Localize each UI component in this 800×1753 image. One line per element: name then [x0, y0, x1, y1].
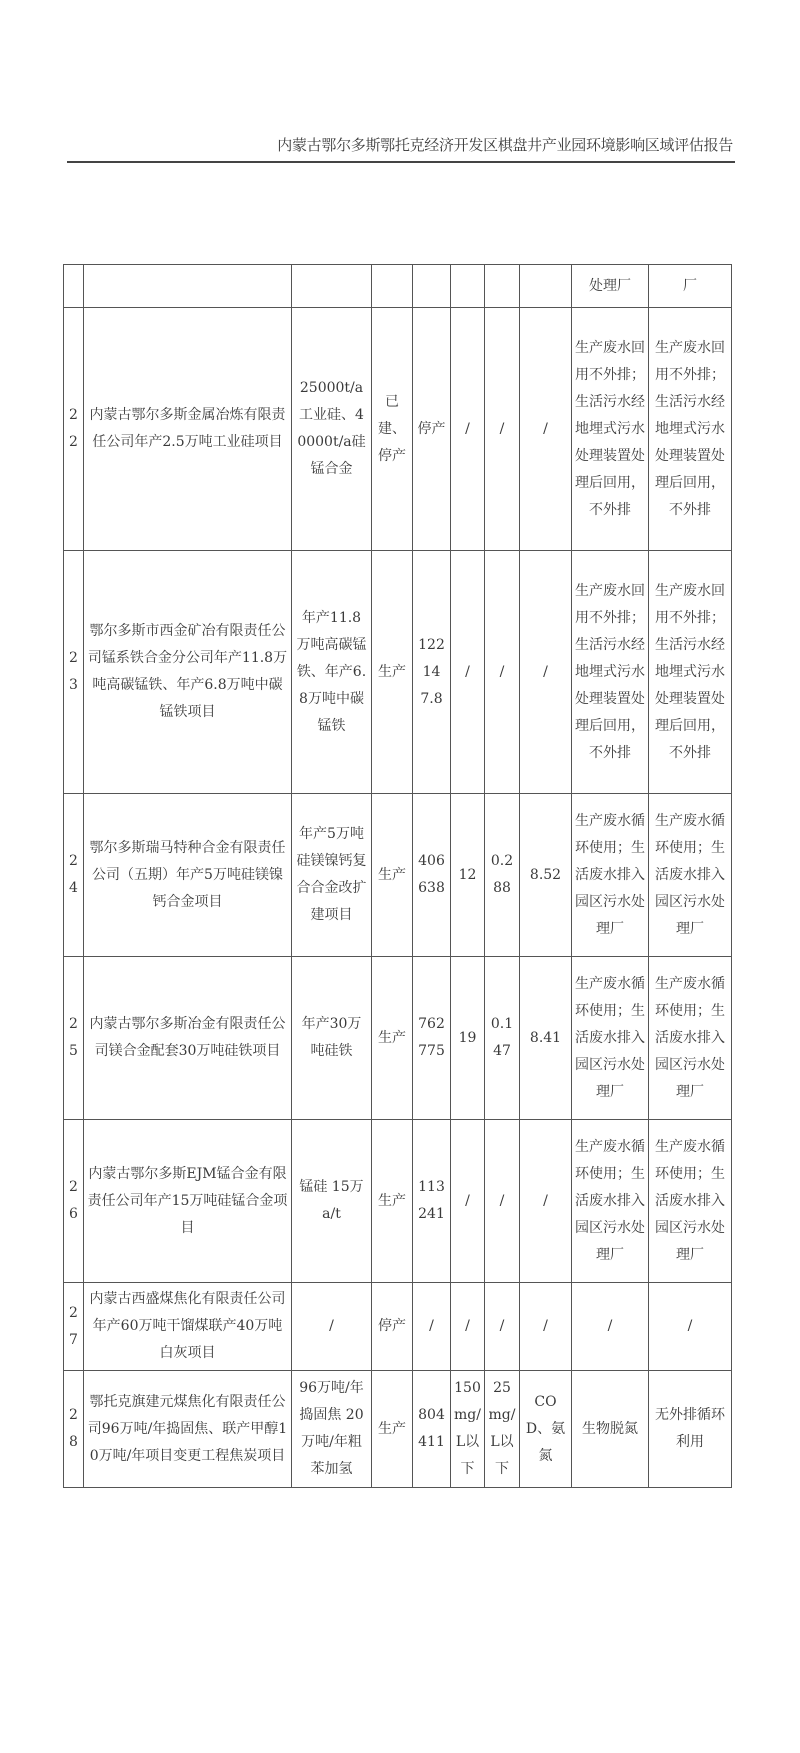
cell-discharge-method: 厂 [649, 265, 732, 308]
cell-discharge-method: 生产废水循环使用；生活废水排入园区污水处理厂 [649, 1120, 732, 1283]
cell-status: 停产 [372, 1283, 413, 1371]
cell-production-scale: 年产5万吨硅镁镍钙复合合金改扩建项目 [292, 794, 372, 957]
cell-wastewater-volume: / [413, 1283, 451, 1371]
cell-project-name: 内蒙古鄂尔多斯金属冶炼有限责任公司年产2.5万吨工业硅项目 [84, 308, 292, 551]
cell-project-name: 内蒙古西盛煤焦化有限责任公司年产60万吨干馏煤联产40万吨白灰项目 [84, 1283, 292, 1371]
cell-concentration-b: / [485, 1283, 520, 1371]
cell-pollutants: 8.52 [520, 794, 572, 957]
table-row [64, 308, 732, 551]
cell-wastewater-volume: 804411 [413, 1371, 451, 1488]
cell-concentration-a: / [451, 551, 485, 794]
cell-status [372, 265, 413, 308]
cell-production-scale: 年产30万吨硅铁 [292, 957, 372, 1120]
cell-concentration-a: 12 [451, 794, 485, 957]
cell-wastewater-volume: 406638 [413, 794, 451, 957]
cell-pollutants: 8.41 [520, 957, 572, 1120]
cell-wastewater-volume: 停产 [413, 308, 451, 551]
cell-concentration-b [485, 265, 520, 308]
cell-concentration-a: 19 [451, 957, 485, 1120]
cell-production-scale: 96万吨/年捣固焦 20万吨/年粗苯加氢 [292, 1371, 372, 1488]
table-row [64, 265, 732, 308]
cell-row-number: 24 [64, 794, 84, 957]
page-header-title: 内蒙古鄂尔多斯鄂托克经济开发区棋盘井产业园环境影响区域评估报告 [277, 136, 733, 154]
cell-row-number: 25 [64, 957, 84, 1120]
cell-project-name: 鄂托克旗建元煤焦化有限责任公司96万吨/年捣固焦、联产甲醇10万吨/年项目变更工程焦炭项目 [84, 1371, 292, 1488]
cell-project-name: 内蒙古鄂尔多斯冶金有限责任公司镁合金配套30万吨硅铁项目 [84, 957, 292, 1120]
cell-row-number: 23 [64, 551, 84, 794]
cell-project-name: 鄂尔多斯瑞马特种合金有限责任公司（五期）年产5万吨硅镁镍钙合金项目 [84, 794, 292, 957]
cell-pollutants: / [520, 1120, 572, 1283]
cell-concentration-b: 0.288 [485, 794, 520, 957]
table-row [64, 1283, 732, 1371]
cell-treatment-measure: 生产废水回用不外排；生活污水经地埋式污水处理装置处理后回用，不外排 [572, 308, 649, 551]
cell-concentration-a: / [451, 308, 485, 551]
cell-treatment-measure: 生产废水回用不外排；生活污水经地埋式污水处理装置处理后回用，不外排 [572, 551, 649, 794]
cell-wastewater-volume: 122147.8 [413, 551, 451, 794]
cell-status: 生产 [372, 957, 413, 1120]
table-row [64, 551, 732, 794]
cell-discharge-method: 生产废水回用不外排；生活污水经地埋式污水处理装置处理后回用，不外排 [649, 551, 732, 794]
cell-status: 已建、停产 [372, 308, 413, 551]
cell-discharge-method: 生产废水循环使用；生活废水排入园区污水处理厂 [649, 794, 732, 957]
cell-status: 生产 [372, 794, 413, 957]
cell-concentration-b: 0.147 [485, 957, 520, 1120]
cell-pollutants: / [520, 551, 572, 794]
cell-production-scale: 25000t/a工业硅、40000t/a硅锰合金 [292, 308, 372, 551]
cell-concentration-a: / [451, 1120, 485, 1283]
cell-status: 生产 [372, 1120, 413, 1283]
cell-discharge-method: / [649, 1283, 732, 1371]
cell-project-name [84, 265, 292, 308]
cell-status: 生产 [372, 551, 413, 794]
table-row [64, 957, 732, 1120]
cell-pollutants: COD、氨氮 [520, 1371, 572, 1488]
cell-concentration-a [451, 265, 485, 308]
cell-production-scale: / [292, 1283, 372, 1371]
table-row [64, 1120, 732, 1283]
cell-concentration-b: 25mg/L以下 [485, 1371, 520, 1488]
cell-concentration-b: / [485, 308, 520, 551]
header-divider [67, 161, 735, 163]
cell-wastewater-volume: 113241 [413, 1120, 451, 1283]
cell-discharge-method: 无外排循环利用 [649, 1371, 732, 1488]
cell-project-name: 内蒙古鄂尔多斯EJM锰合金有限责任公司年产15万吨硅锰合金项目 [84, 1120, 292, 1283]
cell-production-scale: 锰硅 15万a/t [292, 1120, 372, 1283]
cell-row-number: 26 [64, 1120, 84, 1283]
cell-concentration-b: / [485, 1120, 520, 1283]
cell-pollutants: / [520, 308, 572, 551]
cell-treatment-measure: 生产废水循环使用；生活废水排入园区污水处理厂 [572, 794, 649, 957]
cell-concentration-a: 150mg/L以下 [451, 1371, 485, 1488]
table-row [64, 1371, 732, 1488]
cell-treatment-measure: / [572, 1283, 649, 1371]
cell-row-number [64, 265, 84, 308]
cell-treatment-measure: 处理厂 [572, 265, 649, 308]
cell-row-number: 28 [64, 1371, 84, 1488]
cell-production-scale [292, 265, 372, 308]
cell-treatment-measure: 生产废水循环使用；生活废水排入园区污水处理厂 [572, 957, 649, 1120]
cell-status: 生产 [372, 1371, 413, 1488]
cell-discharge-method: 生产废水循环使用；生活废水排入园区污水处理厂 [649, 957, 732, 1120]
cell-wastewater-volume: 762775 [413, 957, 451, 1120]
cell-production-scale: 年产11.8万吨高碳锰铁、年产6.8万吨中碳锰铁 [292, 551, 372, 794]
project-table [63, 264, 732, 1488]
cell-concentration-b: / [485, 551, 520, 794]
table-row [64, 794, 732, 957]
cell-discharge-method: 生产废水回用不外排；生活污水经地埋式污水处理装置处理后回用，不外排 [649, 308, 732, 551]
cell-row-number: 22 [64, 308, 84, 551]
cell-concentration-a: / [451, 1283, 485, 1371]
cell-project-name: 鄂尔多斯市西金矿冶有限责任公司锰系铁合金分公司年产11.8万吨高碳锰铁、年产6.8万吨中碳锰铁项目 [84, 551, 292, 794]
cell-treatment-measure: 生产废水循环使用；生活废水排入园区污水处理厂 [572, 1120, 649, 1283]
cell-treatment-measure: 生物脱氮 [572, 1371, 649, 1488]
cell-row-number: 27 [64, 1283, 84, 1371]
cell-wastewater-volume [413, 265, 451, 308]
cell-pollutants: / [520, 1283, 572, 1371]
cell-pollutants [520, 265, 572, 308]
